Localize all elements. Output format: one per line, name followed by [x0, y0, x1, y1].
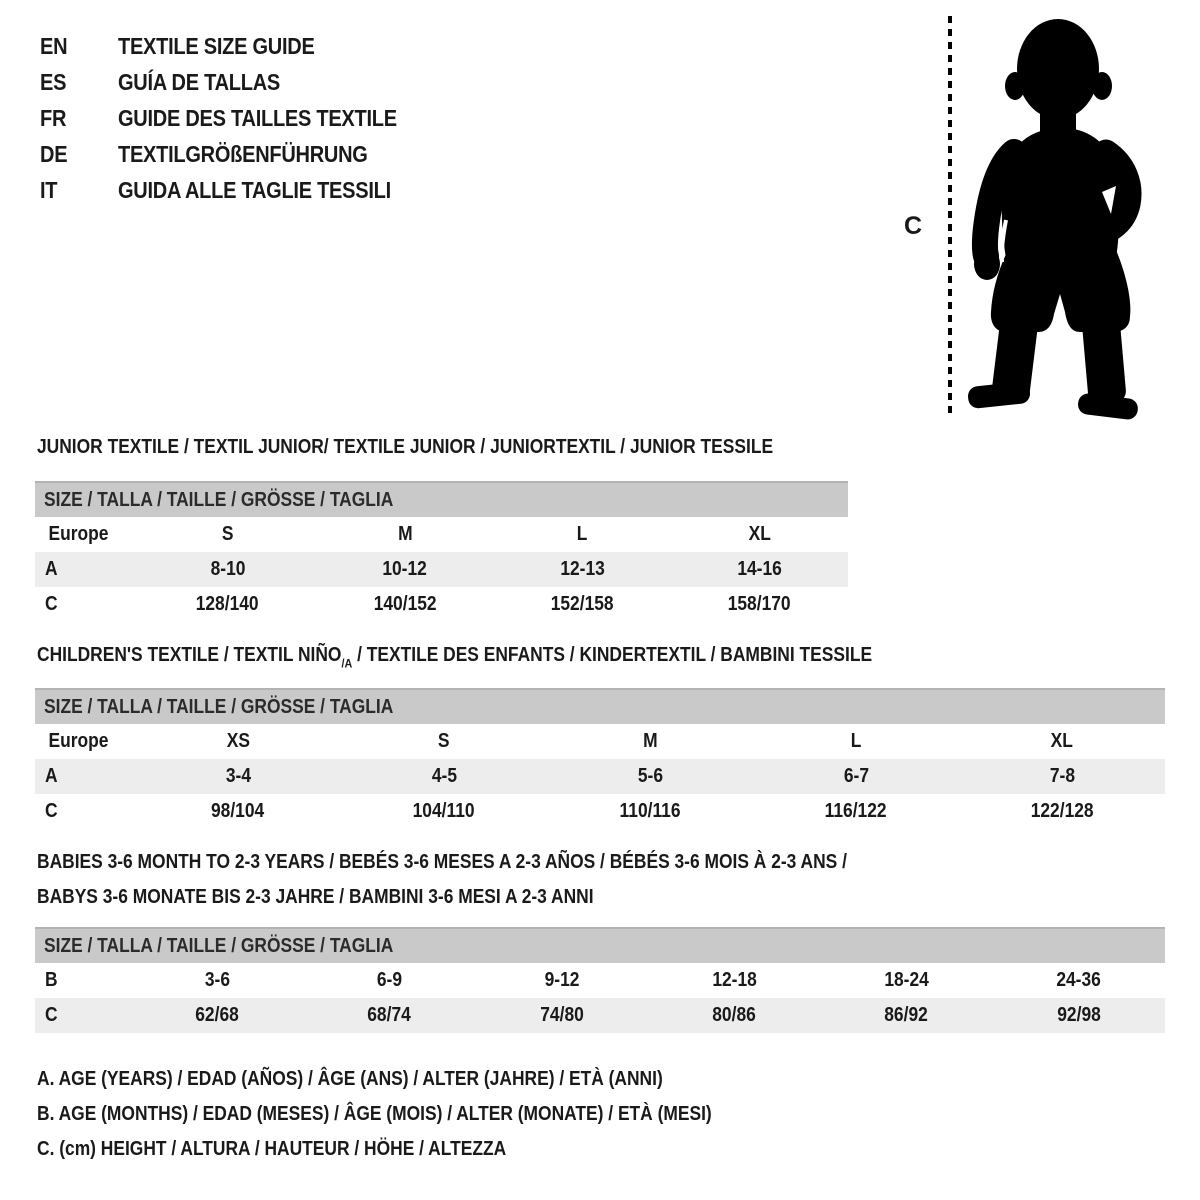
legend [37, 1062, 813, 1167]
size-header-bar [35, 927, 1165, 963]
size-cell: 122/128 [1030, 800, 1094, 822]
children-title-subscript: /A [341, 656, 353, 671]
babies-size-table [35, 927, 1165, 1033]
size-header-text: SIZE / TALLA / TAILLE / GRÖSSE / TAGLIA [44, 935, 394, 957]
language-row-fr [40, 100, 439, 136]
size-cell: 110/116 [619, 800, 681, 822]
size-cell: 4-5 [431, 765, 457, 787]
section-title-babies [37, 845, 968, 915]
guide-title-it: GUIDA ALLE TAGLIE TESSILI [118, 176, 391, 203]
row-label: C [44, 593, 58, 615]
size-cell: 8-10 [210, 558, 246, 580]
size-cell: 68/74 [367, 1004, 412, 1026]
table-row-europe [35, 517, 848, 552]
table-row-age [35, 552, 848, 587]
size-header-text: SIZE / TALLA / TAILLE / GRÖSSE / TAGLIA [44, 489, 394, 511]
junior-size-table [35, 481, 848, 622]
guide-title-en: TEXTILE SIZE GUIDE [118, 32, 315, 59]
language-row-de [40, 136, 439, 172]
size-cell: 24-36 [1056, 969, 1102, 991]
table-row-height [35, 794, 1165, 829]
guide-title-es: GUÍA DE TALLAS [118, 68, 280, 95]
size-cell: 12-13 [559, 558, 605, 580]
baby-silhouette [940, 12, 1150, 422]
size-cell: L [576, 523, 588, 545]
language-row-en [40, 28, 439, 64]
size-cell: 92/98 [1057, 1004, 1101, 1026]
size-cell: 6-7 [843, 765, 869, 787]
language-code: ES [40, 68, 67, 95]
guide-title-de: TEXTILGRÖßENFÜHRUNG [118, 140, 368, 167]
size-cell: XS [226, 730, 250, 752]
language-code: DE [40, 140, 68, 167]
size-cell: 128/140 [196, 593, 260, 615]
size-cell: 104/110 [413, 800, 475, 822]
size-cell: 14-16 [737, 558, 782, 580]
size-header-text: SIZE / TALLA / TAILLE / GRÖSSE / TAGLIA [44, 696, 394, 718]
legend-line-b: B. AGE (MONTHS) / EDAD (MESES) / ÂGE (MOIS) / ALTER (MONATE) / ETÀ (MESI) [37, 1103, 712, 1125]
legend-line-a: A. AGE (YEARS) / EDAD (AÑOS) / ÂGE (ANS) / ALTER (JAHRE) / ETÀ (ANNI) [37, 1068, 663, 1090]
table-row-europe [35, 724, 1165, 759]
size-cell: 116/122 [825, 800, 887, 822]
junior-title-text: JUNIOR TEXTILE / TEXTIL JUNIOR/ TEXTILE JUNIOR / JUNIORTEXTIL / JUNIOR TESSILE [37, 436, 774, 458]
children-size-table [35, 688, 1165, 829]
size-cell: 98/104 [211, 800, 265, 822]
size-cell: 86/92 [884, 1004, 929, 1026]
size-cell: M [397, 523, 413, 545]
baby-figure [967, 19, 1139, 421]
size-cell: 74/80 [540, 1004, 584, 1026]
size-cell: 152/158 [550, 593, 614, 615]
guide-title-fr: GUIDE DES TAILLES TEXTILE [118, 104, 397, 131]
row-label: Europe [48, 730, 109, 752]
language-title-list [40, 28, 439, 208]
language-code: IT [40, 176, 58, 203]
table-row-height [35, 998, 1165, 1033]
row-label: C [44, 1004, 58, 1026]
size-cell: 6-9 [376, 969, 403, 991]
table-row-age [35, 759, 1165, 794]
size-cell: 18-24 [884, 969, 929, 991]
size-cell: S [221, 523, 234, 545]
size-cell: L [850, 730, 862, 752]
size-cell: 12-18 [711, 969, 757, 991]
size-cell: M [642, 730, 658, 752]
size-cell: 3-4 [225, 765, 251, 787]
language-code: EN [40, 32, 68, 59]
size-cell: 62/68 [195, 1004, 239, 1026]
row-label: A [44, 765, 58, 787]
children-title-text: / TEXTILE DES ENFANTS / KINDERTEXTIL / BAMBINI TESSILE [352, 644, 873, 666]
language-row-it [40, 172, 439, 208]
section-title-children [37, 638, 997, 681]
row-label: B [44, 969, 58, 991]
table-row-height [35, 587, 848, 622]
size-cell: 80/86 [712, 1004, 756, 1026]
children-title-text: CHILDREN'S TEXTILE / TEXTIL NIÑO [37, 644, 342, 666]
legend-line-c: C. (cm) HEIGHT / ALTURA / HAUTEUR / HÖHE / ALTEZZA [37, 1138, 507, 1160]
size-cell: 7-8 [1049, 765, 1075, 787]
size-cell: 5-6 [637, 765, 663, 787]
table-row-months [35, 963, 1165, 998]
size-header-bar [35, 688, 1165, 724]
section-title-junior [37, 430, 883, 465]
size-cell: 3-6 [204, 969, 230, 991]
size-cell: S [438, 730, 450, 752]
row-label: A [44, 558, 58, 580]
babies-title-line2: BABYS 3-6 MONATE BIS 2-3 JAHRE / BAMBINI 3-6 MESI A 2-3 ANNI [37, 886, 594, 908]
size-cell: 158/170 [727, 593, 791, 615]
size-cell: XL [1050, 730, 1074, 752]
size-cell: 10-12 [382, 558, 428, 580]
height-measure-label: C [904, 212, 923, 240]
size-cell: XL [748, 523, 771, 545]
language-code: FR [40, 104, 67, 131]
row-label: Europe [48, 523, 109, 545]
language-row-es [40, 64, 439, 100]
size-header-bar [35, 481, 848, 517]
row-label: C [44, 800, 58, 822]
size-cell: 9-12 [544, 969, 580, 991]
size-cell: 140/152 [373, 593, 437, 615]
babies-title-line1: BABIES 3-6 MONTH TO 2-3 YEARS / BEBÉS 3-6 MESES A 2-3 AÑOS / BÉBÉS 3-6 MOIS À 2-3 ANS / [37, 851, 847, 873]
